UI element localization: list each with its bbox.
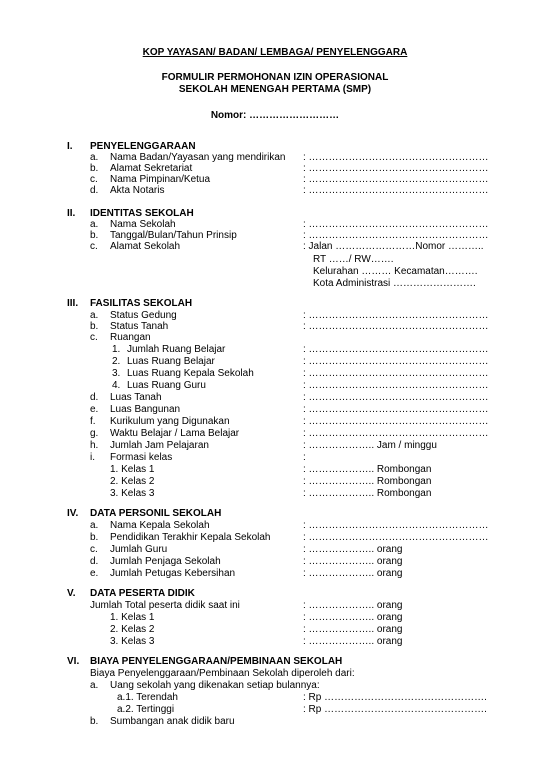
subitem-value: : ……………………………………………… — [303, 344, 489, 355]
item-value: : ……………………………………………… — [303, 428, 489, 439]
class-value: : ……………….. Rombongan — [303, 488, 432, 499]
item-value: : ……………………………………………… — [303, 152, 489, 163]
item-value: : — [303, 452, 306, 463]
item-letter: c. — [90, 241, 98, 252]
item-letter: c. — [90, 332, 98, 343]
item-letter: b. — [90, 532, 99, 543]
item-value: : ……………………………………………… — [303, 392, 489, 403]
section-1-number: I. — [67, 141, 73, 152]
item-label: Alamat Sekretariat — [110, 163, 193, 174]
item-label: Nama Kepala Sekolah — [110, 520, 210, 531]
section-5-number: V. — [67, 588, 76, 599]
fee-lowest-value: : Rp …………………………………………. — [303, 692, 487, 703]
item-letter: b. — [90, 321, 99, 332]
class-value: : ……………….. orang — [303, 624, 403, 635]
item-letter: c. — [90, 174, 98, 185]
class-value: : ……………….. Rombongan — [303, 464, 432, 475]
item-letter: e. — [90, 568, 99, 579]
item-value: : ……………………………………………… — [303, 404, 489, 415]
subitem-number: 2. — [112, 356, 121, 367]
funding-intro: Biaya Penyelenggaraan/Pembinaan Sekolah diperoleh dari: — [90, 668, 355, 679]
item-value: : ……………………………………………… — [303, 416, 489, 427]
section-6-heading: BIAYA PENYELENGGARAAN/PEMBINAAN SEKOLAH — [90, 656, 343, 667]
letterhead-title: KOP YAYASAN/ BADAN/ LEMBAGA/ PENYELENGGARA — [142, 47, 408, 58]
subitem-label: Luas Ruang Guru — [127, 380, 206, 391]
item-label: Luas Tanah — [110, 392, 162, 403]
item-value: : ……………….. Jam / minggu — [303, 440, 437, 451]
item-label: Status Tanah — [110, 321, 169, 332]
subitem-label: Jumlah Ruang Belajar — [127, 344, 226, 355]
class-label: 3. Kelas 3 — [110, 488, 155, 499]
class-label: 2. Kelas 2 — [110, 476, 155, 487]
subitem-value: : ……………………………………………… — [303, 356, 489, 367]
subitem-value: : ……………………………………………… — [303, 368, 489, 379]
item-letter: g. — [90, 428, 99, 439]
class-label: 1. Kelas 1 — [110, 464, 155, 475]
class-label: 2. Kelas 2 — [110, 624, 155, 635]
class-value: : ……………….. orang — [303, 636, 403, 647]
item-letter: a. — [90, 152, 99, 163]
class-label: 3. Kelas 3 — [110, 636, 155, 647]
item-label: Sumbangan anak didik baru — [110, 716, 235, 727]
class-value: : ……………….. orang — [303, 612, 403, 623]
item-label: Akta Notaris — [110, 185, 165, 196]
item-value: : ……………….. orang — [303, 568, 403, 579]
item-letter: h. — [90, 440, 99, 451]
item-label: Jumlah Petugas Kebersihan — [110, 568, 236, 579]
item-label: Tanggal/Bulan/Tahun Prinsip — [110, 230, 237, 241]
item-letter: d. — [90, 185, 99, 196]
item-value: : ……………………………………………… — [303, 532, 489, 543]
section-3-heading: FASILITAS SEKOLAH — [90, 298, 193, 309]
form-title-line2: SEKOLAH MENENGAH PERTAMA (SMP) — [178, 84, 372, 95]
item-letter: b. — [90, 230, 99, 241]
class-value: : ……………….. Rombongan — [303, 476, 432, 487]
item-label: Nama Badan/Yayasan yang mendirikan — [110, 152, 286, 163]
item-value: : ……………………………………………… — [303, 230, 489, 241]
item-letter: b. — [90, 716, 99, 727]
item-letter: a. — [90, 310, 99, 321]
item-label: Waktu Belajar / Lama Belajar — [110, 428, 240, 439]
address-kelurahan: Kelurahan ……… Kecamatan………. — [313, 266, 478, 277]
item-label: Jumlah Guru — [110, 544, 168, 555]
total-students-value: : ……………….. orang — [303, 600, 403, 611]
subitem-number: 1. — [112, 344, 121, 355]
subitem-label: Luas Ruang Kepala Sekolah — [127, 368, 254, 379]
item-value: : ……………………………………………… — [303, 520, 489, 531]
item-letter: a. — [90, 520, 99, 531]
item-value: : ……………………………………………… — [303, 185, 489, 196]
item-label: Formasi kelas — [110, 452, 173, 463]
item-letter: d. — [90, 392, 99, 403]
item-value: : ……………………………………………… — [303, 310, 489, 321]
item-value: : ……………………………………………… — [303, 163, 489, 174]
section-5-heading: DATA PESERTA DIDIK — [90, 588, 195, 599]
address-rt-rw: RT ……/ RW……. — [313, 254, 394, 265]
item-label: Alamat Sekolah — [110, 241, 181, 252]
item-label: Pendidikan Terakhir Kepala Sekolah — [110, 532, 271, 543]
total-students-label: Jumlah Total peserta didik saat ini — [90, 600, 240, 611]
fee-highest-label: a.2. Tertinggi — [117, 704, 175, 715]
item-label: Kurikulum yang Digunakan — [110, 416, 230, 427]
item-label: Status Gedung — [110, 310, 177, 321]
item-letter: a. — [90, 680, 99, 691]
item-value: : ……………………………………………… — [303, 321, 489, 332]
item-letter: b. — [90, 163, 99, 174]
item-label: Luas Bangunan — [110, 404, 181, 415]
form-title-line1: FORMULIR PERMOHONAN IZIN OPERASIONAL — [161, 72, 389, 83]
item-label: Nama Pimpinan/Ketua — [110, 174, 211, 185]
item-label: Nama Sekolah — [110, 219, 176, 230]
item-value: : ……………………………………………… — [303, 219, 489, 230]
section-4-number: IV. — [67, 508, 79, 519]
subitem-number: 4. — [112, 380, 121, 391]
item-label: Ruangan — [110, 332, 151, 343]
class-label: 1. Kelas 1 — [110, 612, 155, 623]
item-value: : ……………….. orang — [303, 544, 403, 555]
item-letter: f. — [90, 416, 96, 427]
section-3-number: III. — [67, 298, 79, 309]
item-label: Uang sekolah yang dikenakan setiap bulannya: — [110, 680, 320, 691]
item-letter: c. — [90, 544, 98, 555]
section-6-number: VI. — [67, 656, 80, 667]
subitem-label: Luas Ruang Belajar — [127, 356, 215, 367]
fee-lowest-label: a.1. Terendah — [117, 692, 178, 703]
item-value: : ……………………………………………… — [303, 174, 489, 185]
subitem-number: 3. — [112, 368, 121, 379]
form-number: Nomor: ……………………… — [210, 110, 340, 121]
section-2-number: II. — [67, 208, 76, 219]
item-value: : Jalan ……………………Nomor ……….. — [303, 241, 484, 252]
item-label: Jumlah Jam Pelajaran — [110, 440, 209, 451]
section-4-heading: DATA PERSONIL SEKOLAH — [90, 508, 222, 519]
item-letter: e. — [90, 404, 99, 415]
section-1-heading: PENYELENGGARAAN — [90, 141, 196, 152]
item-letter: a. — [90, 219, 99, 230]
item-value: : ……………….. orang — [303, 556, 403, 567]
subitem-value: : ……………………………………………… — [303, 380, 489, 391]
item-letter: d. — [90, 556, 99, 567]
address-kota: Kota Administrasi ……………………. — [313, 278, 476, 289]
section-2-heading: IDENTITAS SEKOLAH — [90, 208, 194, 219]
item-letter: i. — [90, 452, 95, 463]
item-label: Jumlah Penjaga Sekolah — [110, 556, 221, 567]
fee-highest-value: : Rp …………………………………………. — [303, 704, 487, 715]
